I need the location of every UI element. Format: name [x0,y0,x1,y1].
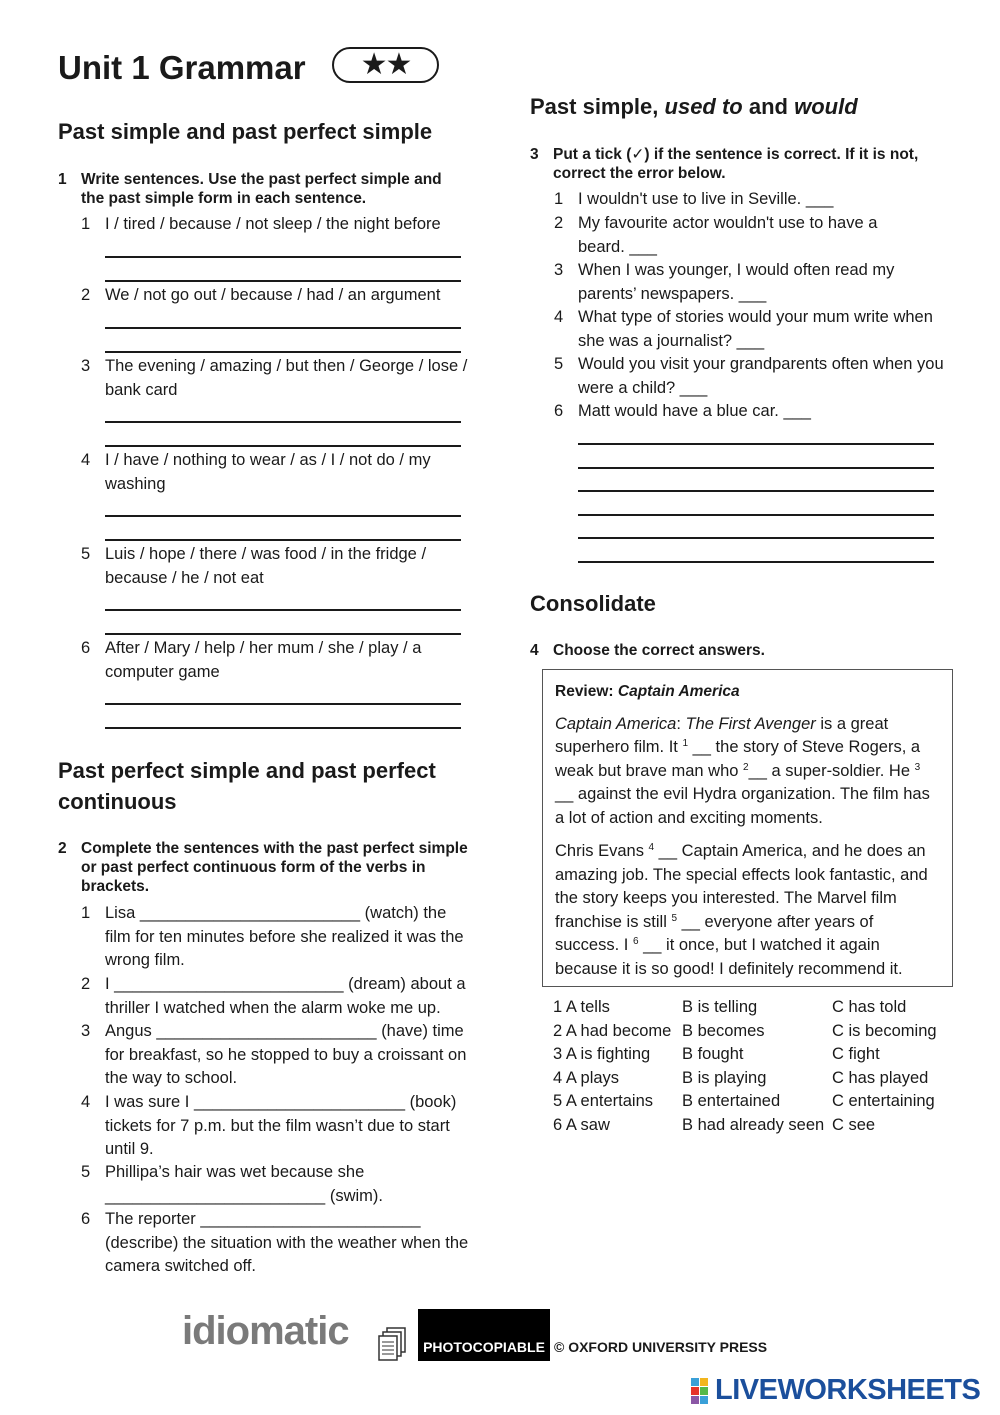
ex2-item-text: The reporter ________________________ (describe) the situation with the weather when the camera switched off. [105,1210,469,1275]
options-row [553,1069,962,1093]
review-film-title: Captain America [617,683,740,700]
gap-number: 3 [914,761,921,773]
ex1-item-3 [81,355,471,402]
options-row [553,1022,962,1046]
answer-line[interactable] [105,421,461,423]
logo-text: idio [182,1309,250,1353]
answer-line[interactable] [578,467,934,469]
ex3-item-text: Would you visit your grandparents often when you were a child? ___ [578,355,944,397]
options-row [553,1045,962,1069]
review-text: Chris Evans [555,842,649,860]
ex1-item-6 [81,637,471,684]
ex2-item-number: 3 [81,1022,91,1040]
gap-number: 1 [682,738,689,749]
ex2-item-3 [81,1020,471,1091]
gap-number: 5 [671,912,678,924]
answer-line[interactable] [105,703,461,705]
section1-heading: Past simple and past perfect simple [58,119,433,144]
answer-line[interactable] [578,490,934,492]
exercise4-number: 4 [530,642,539,659]
exercise4-text: Choose the correct answers. [553,642,765,659]
ex3-item-number: 5 [554,355,564,373]
ex1-item-text: Luis / hope / there / was food / in the fridge / because / he / not eat [105,545,427,587]
ex3-item-text: Matt would have a blue car. ___ [578,402,811,420]
answer-line[interactable] [578,561,934,563]
review-text: __ everyone after years of success. I [555,912,874,954]
option-a[interactable]: 4 A plays [553,1068,620,1087]
option-b[interactable]: B is playing [682,1068,767,1087]
ex1-item-number: 4 [81,451,91,469]
option-c[interactable]: C has told [832,998,907,1016]
review-text: Captain America [555,714,677,733]
review-text: __ it once, but I watched it again because it is so good! I definitely recommend it. [555,936,903,978]
option-a[interactable]: 3 A is fighting [553,1045,651,1064]
logo-text: matic [249,1309,349,1353]
ex2-item-number: 5 [81,1163,91,1181]
option-b[interactable]: B had already seen [682,1115,825,1134]
option-b[interactable]: B fought [682,1045,744,1064]
page-title: Unit 1 Grammar [58,49,306,86]
answer-line[interactable] [578,443,934,445]
option-b[interactable]: B is telling [682,998,758,1016]
ex2-item-number: 4 [81,1093,91,1111]
heading-em-used-to: used to [664,94,743,119]
option-b[interactable]: B entertained [682,1092,781,1111]
ex3-item-2 [554,212,894,259]
review-text: __ the story of Steve Rogers, a weak but brave man who [555,738,921,780]
answer-line[interactable] [105,256,461,258]
answer-line[interactable] [105,280,461,282]
ex2-item-5 [81,1161,471,1208]
option-c[interactable]: C has played [832,1068,929,1087]
exercise1-number: 1 [58,171,67,188]
ex1-item-text: The evening / amazing / but then / George / lose / bank card [105,357,468,399]
answer-line[interactable] [105,445,461,447]
review-paragraph-1 [555,713,940,831]
publisher-notice: © OXFORD UNIVERSITY PRESS [554,1339,768,1355]
ex2-item-text: I _________________________ (dream) about a thriller I watched when the alarm woke me up. [105,975,466,1017]
exercise3-instruction [530,145,930,183]
exercise1-text: Write sentences. Use the past perfect simple and the past simple form in each sentence. [81,171,442,207]
ex2-item-text: Angus ________________________ (have) time for breakfast, so he stopped to buy a croissant on the way to school. [105,1022,467,1087]
option-c[interactable]: C see [832,1115,876,1134]
review-text: : [676,714,681,733]
exercise3-number: 3 [530,146,539,163]
answer-line[interactable] [105,633,461,635]
gap-number: 4 [648,842,655,853]
review-text: __ Captain America, and he does an amazing job. The special effects look fantastic, and the story keeps you interested. The Marvel film franchise is still [555,842,928,931]
answer-line[interactable] [578,514,934,516]
options-row [553,1116,962,1140]
heading-part: and [742,94,795,119]
answer-line[interactable] [105,327,461,329]
option-a[interactable]: 6 A saw [553,1115,610,1134]
exercise2-number: 2 [58,840,67,857]
ex3-item-text: I wouldn't use to live in Seville. ___ [578,190,834,208]
answer-options-table [553,998,962,1140]
ex1-item-number: 2 [81,286,91,304]
liveworksheets-wordmark[interactable]: LIVEWORKSHEETS [715,1374,981,1406]
ex1-item-number: 1 [81,215,91,233]
ex1-item-text: After / Mary / help / her mum / she / play / a computer game [105,639,422,681]
option-c[interactable]: C is becoming [832,1021,937,1040]
review-paragraph-2 [555,840,940,981]
review-title [555,680,940,704]
ex2-item-number: 6 [81,1210,91,1228]
option-b[interactable]: B becomes [682,1021,765,1040]
ex3-item-number: 1 [554,190,564,208]
answer-line[interactable] [105,539,461,541]
ex3-item-6 [554,400,946,424]
answer-line[interactable] [105,609,461,611]
ex2-item-number: 2 [81,975,91,993]
review-text: The First Avenger [680,714,816,733]
gap-number: 2 [743,761,749,773]
review-text: is a great superhero film. It [555,714,889,756]
ex3-item-number: 4 [554,308,564,326]
ex1-item-number: 3 [81,357,91,375]
answer-line[interactable] [105,727,461,729]
ex1-item-text: I / tired / because / not sleep / the night before [105,215,441,233]
ex2-item-text: I was sure I _______________________ (book) tickets for 7 p.m. but the film wasn’t due to start until 9. [105,1093,457,1158]
exercise1-instruction [58,170,458,208]
option-a[interactable]: 2 A had become [553,1021,672,1040]
difficulty-stars: ★★ [332,47,439,83]
answer-line[interactable] [578,537,934,539]
ex3-item-number: 2 [554,214,564,232]
option-a[interactable]: 1 A tells [553,998,610,1016]
section3-heading [530,91,858,122]
ex1-item-4 [81,449,471,496]
section4-heading: Consolidate [530,591,656,616]
review-text: __ a super-soldier. He [748,761,915,780]
ex3-item-text: My favourite actor wouldn't use to have a beard. ___ [578,214,878,256]
ex2-item-text: Lisa ________________________ (watch) the film for ten minutes before she realized it was the wrong film. [105,904,464,969]
gap-number: 6 [632,936,639,947]
ex1-item-text: I / have / nothing to wear / as / I / not do / my washing [105,451,431,493]
liveworksheets-icon [691,1378,717,1404]
ex1-item-text: We / not go out / because / had / an argument [105,286,441,304]
exercise2-instruction [58,839,468,896]
review-text: __ against the evil Hydra organization. The film has a lot of action and exciting moments. [555,785,930,827]
answer-line[interactable] [105,351,461,353]
exercise3-text: Put a tick (✓) if the sentence is correct. If it is not, correct the error below. [553,146,919,182]
ex3-item-text: When I was younger, I would often read my parents’ newspapers. ___ [578,261,895,303]
ex2-item-text: Phillipa’s hair was wet because she ________________________ (swim). [105,1163,383,1205]
heading-em-would: would [794,94,858,119]
ex1-item-number: 6 [81,639,91,657]
option-c[interactable]: C entertaining [832,1092,935,1111]
ex1-item-2 [81,284,471,308]
ex3-item-number: 3 [554,261,564,279]
ex1-item-5 [81,543,471,590]
ex3-item-number: 6 [554,402,564,420]
ex1-item-number: 5 [81,545,91,563]
idiomatic-logo [182,1309,349,1354]
ex3-item-4 [554,306,950,353]
ex2-item-2 [81,973,471,1020]
options-row [553,998,962,1022]
ex3-item-5 [554,353,946,400]
photocopiable-badge: PHOTOCOPIABLE [418,1309,550,1361]
exercise4-instruction [530,641,930,660]
option-a[interactable]: 5 A entertains [553,1092,653,1111]
ex3-item-3 [554,259,934,306]
review-box [542,669,953,987]
ex1-item-1 [81,213,471,237]
exercise2-text: Complete the sentences with the past perfect simple or past perfect continuous form of the verbs in brackets. [81,840,468,895]
ex3-item-text: What type of stories would your mum write when she was a journalist? ___ [578,308,933,350]
option-c[interactable]: C fight [832,1045,880,1064]
heading-part: Past simple, [530,94,665,119]
answer-line[interactable] [105,515,461,517]
review-label: Review: [555,683,618,700]
ex2-item-number: 1 [81,904,91,922]
ex3-item-1 [554,188,946,212]
ex2-item-1 [81,902,471,973]
ex2-item-4 [81,1091,471,1162]
ex2-item-6 [81,1208,471,1279]
options-row [553,1092,962,1116]
photocopy-icon [378,1327,408,1361]
section2-heading: Past perfect simple and past perfect continuous [58,758,436,814]
